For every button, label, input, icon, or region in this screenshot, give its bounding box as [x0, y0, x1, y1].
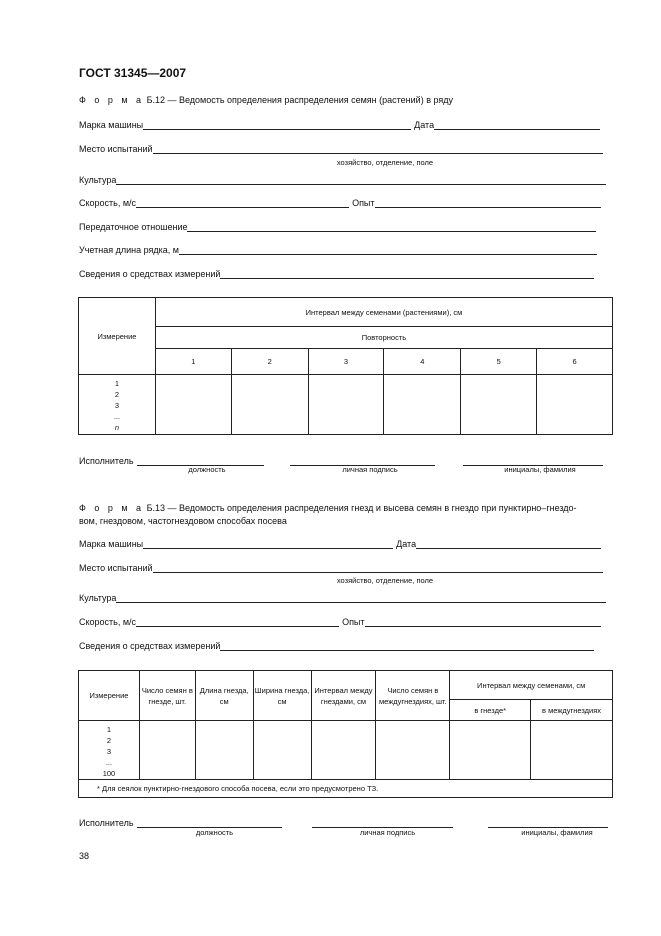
form12-speed-label: Скорость, м/с — [79, 198, 137, 208]
form12-machine-label: Марка машины — [79, 120, 144, 130]
form12-repeat-4: 4 — [384, 349, 461, 375]
form12-experiment-label: Опыт — [352, 198, 375, 208]
form13-speed-label: Скорость, м/с — [79, 617, 137, 627]
table-row: 100 — [102, 769, 116, 778]
form13-col-interval-nests: Интервал между гнездами, см — [311, 671, 376, 721]
form13-col-seeds-between: Число семян в междугнездиях, шт. — [376, 671, 450, 721]
form12-cell[interactable] — [384, 375, 461, 435]
form13-title-prefix: Ф о р м а — [79, 503, 145, 513]
form12-culture-field[interactable] — [116, 175, 606, 185]
form13-row-numbers — [79, 721, 140, 780]
form12-cell[interactable] — [461, 375, 537, 435]
form12-culture-row — [79, 175, 606, 185]
form13-cell[interactable] — [531, 721, 613, 780]
form12-col-measure: Измерение — [79, 298, 156, 375]
form13-col-measure: Измерение — [79, 671, 140, 721]
form12-place-label: Место испытаний — [79, 144, 153, 154]
form12-position-caption: должность — [188, 465, 226, 474]
form13-date-label: Дата — [396, 539, 417, 549]
form13-position-caption: должность — [195, 828, 234, 837]
form13-speed-field[interactable] — [136, 617, 339, 627]
form12-speed-field[interactable] — [136, 198, 349, 208]
form13-position-field[interactable] — [137, 818, 282, 828]
form13-experiment-field[interactable] — [365, 617, 601, 627]
form13-machine-row — [79, 539, 601, 549]
form12-cell[interactable] — [231, 375, 308, 435]
form12-gear-label: Передаточное отношение — [79, 222, 188, 232]
form13-cell[interactable] — [253, 721, 311, 780]
form12-place-field[interactable] — [153, 144, 603, 154]
form12-rowlength-label: Учетная длина рядка, м — [79, 245, 179, 255]
form13-cell[interactable] — [311, 721, 376, 780]
form12-title-prefix: Ф о р м а — [79, 95, 145, 105]
form13-culture-label: Культура — [79, 593, 117, 603]
form13-title-line1: Б.13 — Ведомость определения распределения гнезд и высева семян в гнездо при пунктирно–гнездо- — [144, 503, 577, 513]
form13-footnote: * Для сеялок пунктирно-гнездового способа посева, если это предусмотрено ТЗ. — [79, 780, 613, 798]
page-number: 38 — [79, 851, 90, 861]
form12-rowlength-field[interactable] — [179, 245, 597, 255]
form12-culture-label: Культура — [79, 175, 117, 185]
form12-col-interval: Интервал между семенами (растениями), см — [155, 298, 612, 327]
form12-title-text: Б.12 — Ведомость определения распределения семян (растений) в ряду — [144, 95, 454, 105]
form12-table — [78, 297, 613, 435]
table-row: 3 — [106, 747, 112, 756]
form12-place-note: хозяйство, отделение, поле — [336, 158, 434, 167]
form12-cell[interactable] — [155, 375, 231, 435]
form12-instruments-label: Сведения о средствах измерений — [79, 269, 221, 279]
form12-repeat-2: 2 — [231, 349, 308, 375]
form12-experiment-field[interactable] — [375, 198, 601, 208]
form13-executor-row — [79, 818, 608, 828]
form12-repeat-5: 5 — [461, 349, 537, 375]
form13-place-row — [79, 563, 603, 573]
form12-date-field[interactable] — [434, 120, 600, 130]
form13-machine-label: Марка машины — [79, 539, 144, 549]
form13-name-field[interactable] — [488, 818, 608, 828]
form13-cell[interactable] — [195, 721, 253, 780]
form13-experiment-label: Опыт — [342, 617, 365, 627]
form12-cell[interactable] — [537, 375, 613, 435]
form13-title-line2: вом, гнездовом, частогнездовом способах посева — [79, 516, 287, 526]
form13-culture-row — [79, 593, 606, 603]
form12-executor-label: Исполнитель — [79, 456, 134, 466]
form13-signature-caption: личная подпись — [359, 828, 416, 837]
form13-col-interval-seeds: Интервал между семенами, см — [450, 671, 613, 700]
table-row: 2 — [106, 736, 112, 745]
form13-col-seeds-nest: Число семян в гнезде, шт. — [139, 671, 195, 721]
form13-cell[interactable] — [376, 721, 450, 780]
form13-executor-label: Исполнитель — [79, 818, 134, 828]
form12-title — [79, 94, 453, 107]
form13-place-note: хозяйство, отделение, поле — [336, 576, 434, 585]
form12-instruments-row — [79, 269, 594, 279]
form13-instruments-field[interactable] — [220, 641, 594, 651]
form12-col-repeat: Повторность — [155, 327, 612, 349]
form13-col-between-nests: в междугнездиях — [531, 700, 613, 721]
form12-place-row — [79, 144, 603, 154]
form13-col-length: Длина гнезда, см — [195, 671, 253, 721]
form12-rowlength-row — [79, 245, 597, 255]
form13-machine-field[interactable] — [143, 539, 393, 549]
form12-name-caption: инициалы, фамилия — [504, 465, 576, 474]
form12-signature-caption: личная подпись — [342, 465, 398, 474]
form13-culture-field[interactable] — [116, 593, 606, 603]
form13-instruments-label: Сведения о средствах измерений — [79, 641, 221, 651]
table-row: ... — [113, 412, 121, 421]
form13-col-width: Ширина гнезда, см — [253, 671, 311, 721]
form13-instruments-row — [79, 641, 594, 651]
form13-place-field[interactable] — [153, 563, 603, 573]
table-row: 2 — [114, 390, 120, 399]
form13-cell[interactable] — [139, 721, 195, 780]
form12-repeat-6: 6 — [537, 349, 613, 375]
form12-date-label: Дата — [414, 120, 435, 130]
form13-col-in-nest: в гнезде* — [450, 700, 531, 721]
form12-gear-row — [79, 222, 596, 232]
form12-gear-field[interactable] — [187, 222, 596, 232]
document-header: ГОСТ 31345—2007 — [79, 66, 187, 80]
form13-title — [79, 502, 614, 528]
form12-instruments-field[interactable] — [220, 269, 594, 279]
form12-repeat-3: 3 — [308, 349, 384, 375]
form12-machine-field[interactable] — [143, 120, 411, 130]
table-row: 1 — [114, 379, 120, 388]
table-row: 3 — [114, 401, 120, 410]
form12-repeat-1: 1 — [155, 349, 231, 375]
form13-place-label: Место испытаний — [79, 563, 153, 573]
form13-date-field[interactable] — [416, 539, 601, 549]
form13-table — [78, 670, 613, 798]
table-row: 1 — [106, 725, 112, 734]
form13-name-caption: инициалы, фамилия — [521, 828, 593, 837]
form12-speed-row — [79, 198, 601, 208]
form13-signature-field[interactable] — [312, 818, 453, 828]
form12-row-numbers — [79, 375, 156, 435]
form12-machine-row — [79, 120, 600, 130]
form13-cell[interactable] — [450, 721, 531, 780]
form12-cell[interactable] — [308, 375, 384, 435]
table-row: n — [114, 423, 120, 432]
table-row: ... — [105, 758, 113, 767]
form13-speed-row — [79, 617, 601, 627]
